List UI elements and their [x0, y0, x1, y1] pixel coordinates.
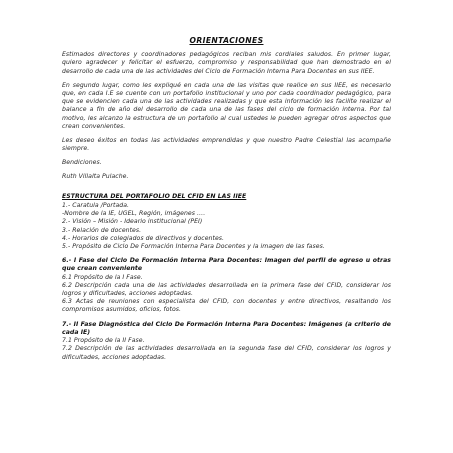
list-item: 7.2 Descripción de las actividades desarrollada en la segunda fase del CFID, considerar los logros y dificultades, acciones adoptadas. [62, 345, 391, 361]
list-item: -Nombre de la IE, UGEL, Región, imágenes …. [62, 210, 206, 218]
list-item: 5.- Propósito de Ciclo De Formación Interna Para Docentes y la imagen de las fases. [62, 243, 325, 251]
list-item: 7.1 Propósito de la II Fase. [62, 337, 145, 345]
structure-heading: ESTRUCTURA DEL PORTAFOLIO DEL CFID EN LAS IIEE [62, 192, 247, 200]
closing-text: Bendiciones. [62, 159, 102, 167]
phase-1-list [62, 274, 391, 315]
list-item: 1.- Caratula /Portada. [62, 202, 130, 210]
list-item: 6.3 Actas de reuniones con especialista del CFID, con docentes y entre directivos, resaltando los compromisos asumidos, oficios, fotos. [62, 298, 391, 314]
intro-paragraph-2: En segundo lugar, como les expliqué en cada una de las visitas que realice en sus IIEE, es necesario que, en cada I.E se cuente con un portafolio institucional y uno por cada coordinador pedagógico, para que se evidencien cada una de las actividades realizadas y que esta información les facilite realizar el balance a fin de año del desarrollo de cada una de las fases del ciclo de formación interna. Por tal motivo, les alcanzo la estructura de un portafolio al cual ustedes le pueden agregar otros aspectos que crean convenientes. [62, 81, 391, 130]
document-title: ORIENTACIONES [189, 36, 264, 45]
list-item: 2.- Visión – Misión - Ideario institucional (PEI) [62, 218, 203, 226]
phase-1-heading: 6.- I Fase del Ciclo De Formación Interna Para Docentes: Imagen del perfil de egreso u otras que crean conveniente [62, 257, 391, 273]
intro-paragraph-3: Les deseo éxitos en todas las actividades emprendidas y que nuestro Padre Celestial las acompañe siempre. [62, 137, 391, 153]
structure-list [62, 202, 391, 251]
intro-paragraph-1: Estimados directores y coordinadores pedagógicos reciban mis cordiales saludos. En primer lugar, quiero agradecer y felicitar el esfuerzo, compromiso y responsabilidad que han demostrado en el desarrollo de cada una de las actividades del Ciclo de Formación Interna Para Docentes en sus IIEE. [62, 51, 391, 75]
signature: Ruth Villalta Pulache. [62, 172, 129, 180]
phase-2-list [62, 337, 391, 362]
list-item: 4.- Horarios de colegiados de directivos y docentes. [62, 234, 225, 242]
list-item: 6.1 Propósito de la I Fase. [62, 273, 143, 281]
list-item: 3.- Relación de docentes. [62, 226, 142, 234]
list-item: 6.2 Descripción cada una de las actividades desarrollada en la primera fase del CFID, considerar los logros y dificultades, acciones adoptadas. [62, 281, 391, 298]
phase-2-heading: 7.- II Fase Diagnóstica del Ciclo De Formación Interna Para Docentes: Imágenes (a criterio de cada IE) [62, 320, 391, 336]
